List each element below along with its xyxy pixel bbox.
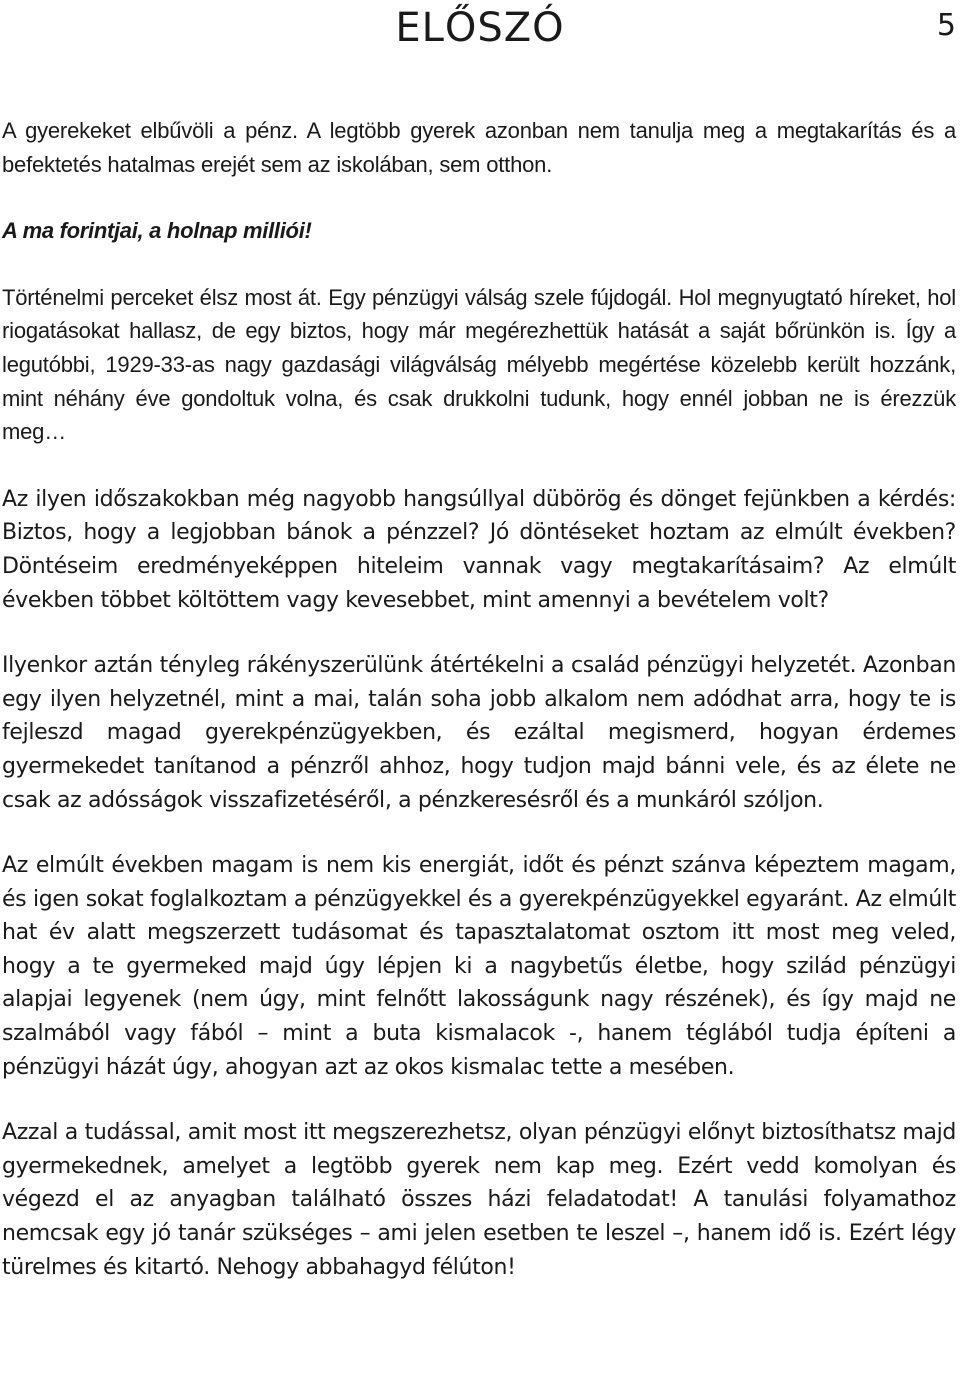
- paragraph-crisis: Történelmi perceket élsz most át. Egy pénzügyi válság szele fújdogál. Hol megnyugtató híreket, hol riogatásokat hallasz, de egy biztos, hogy már megérezhettük hatását a saját bőrünkön is. Így a legutóbbi, 1929-33-as nagy gazdasági világválság mélyebb megértése közelebb került hozzánk, mint néhány éve gondoltuk volna, és csak drukkolni tudunk, hogy ennél jobban ne is érezzük meg…: [2, 284, 956, 445]
- paragraph-experience: Az elmúlt években magam is nem kis energiát, időt és pénzt szánva képeztem magam, és igen sokat foglalkoztam a pénzügyekkel és a gyerekpénzügyekkel egyaránt. Az elmúlt hat év alatt megszerzett tudásomat és tapasztalatomat osztom itt most meg veled, hogy a te gyermeked majd úgy lépjen ki a nagybetűs életbe, hogy szilád pénzügyi alapjai legyenek (nem úgy, mint felnőtt lakosságunk nagy részének), és így majd ne szalmából vagy fából – mint a buta kismalacok -, hanem téglából tudja építeni a pénzügyi házát úgy, ahogyan azt az okos kismalac tette a mesében.: [2, 853, 956, 1080]
- paragraph-intro: A gyerekeket elbűvöli a pénz. A legtöbb gyerek azonban nem tanulja meg a megtakarítás és a befektetés hatalmas erejét sem az iskolában, sem otthon.: [2, 118, 956, 177]
- page-number: 5: [936, 8, 956, 43]
- paragraph-questions: Az ilyen időszakokban még nagyobb hangsúllyal dübörög és dönget fejünkben a kérdés: Biztos, hogy a legjobban bánok a pénzzel? Jó döntéseket hoztam az elmúlt években? Döntéseim eredményeképpen hiteleim vannak vagy megtakarításaim? Az elmúlt években többet költöttem vagy kevesebbet, mint amennyi a bevételem volt?: [2, 486, 956, 613]
- paragraph-closing: Azzal a tudással, amit most itt megszerezhetsz, olyan pénzügyi előnyt biztosíthatsz majd gyermekednek, amelyet a legtöbb gyerek nem kap meg. Ezért vedd komolyan és végezd el az anyagban található összes házi feladatodat! A tanulási folyamathoz nemcsak egy jó tanár szükséges – ami jelen esetben te leszel –, hanem idő is. Ezért légy türelmes és kitartó. Nehogy abbahagyd félúton!: [2, 1120, 956, 1280]
- body-text: [2, 114, 956, 1284]
- paragraph-reassess: Ilyenkor aztán tényleg rákényszerülünk átértékelni a család pénzügyi helyzetét. Azonban egy ilyen helyzetnél, mint a mai, talán soha jobb alkalom nem adódhat arra, hogy te is fejleszd magad gyerekpénzügyekben, és ezáltal megismerd, hogyan érdemes gyermekedet tanítanod a pénzről ahhoz, hogy tudjon majd bánni vele, és az élete ne csak az adósságok visszafizetéséről, a pénzkeresésről és a munkáról szóljon.: [2, 653, 956, 813]
- chapter-title: ELŐSZÓ: [395, 5, 565, 51]
- page-header: [0, 0, 960, 60]
- paragraph-headline: A ma forintjai, a holnap milliói!: [2, 218, 312, 244]
